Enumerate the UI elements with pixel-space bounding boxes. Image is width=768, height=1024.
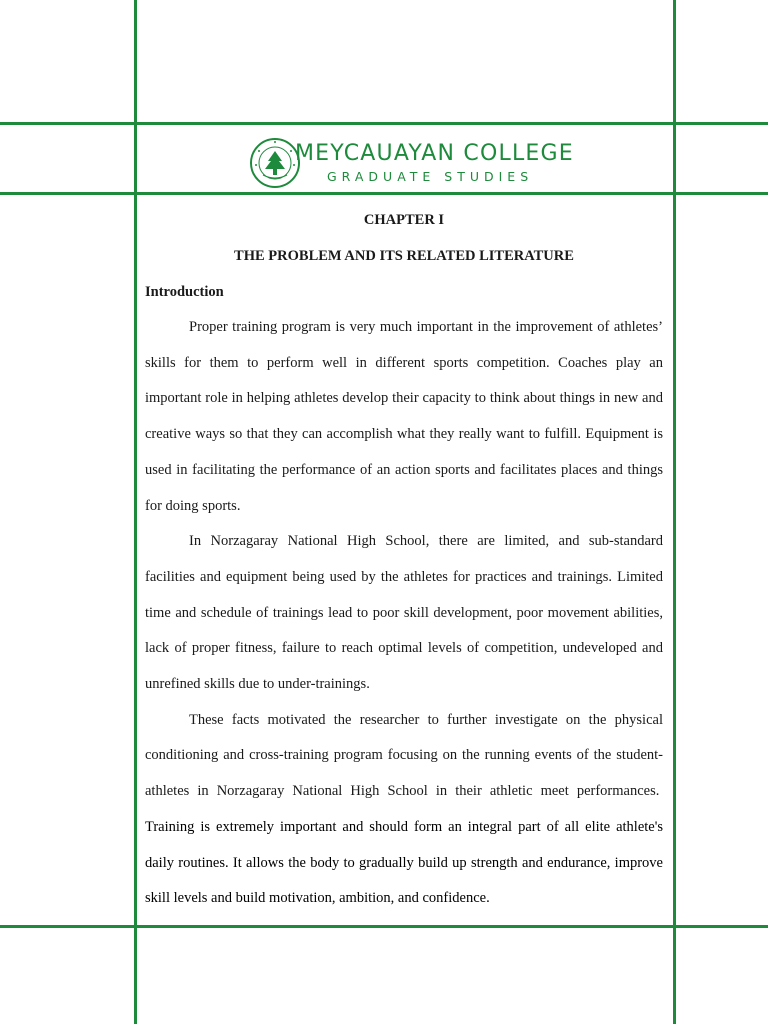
footer-rule	[0, 925, 768, 928]
paragraph-3	[145, 703, 663, 917]
header-rule-bottom	[0, 192, 768, 195]
paragraph-1: Proper training program is very much important in the improvement of athletes’ skills for them to perform well in different sports competition. Coaches play an important role in helping athletes develop their capacity to think about things in new and creative ways so that they can accomplish what they really want to fulfill. Equipment is used in facilitating the performance of an action sports and facilitates places and things for doing sports.	[145, 319, 663, 514]
chapter-number: CHAPTER I	[363, 212, 445, 228]
margin-rule-right	[673, 0, 676, 1024]
college-subtitle: GRADUATE STUDIES	[327, 169, 534, 184]
chapter-title: THE PROBLEM AND ITS RELATED LITERATURE	[234, 248, 574, 264]
paragraph-3-tail: Training is extremely important and should form an integral part of all elite athlete's daily routines. It allows the body to gradually build up strength and endurance, improve skill levels and build motivation, ambition, and confidence.	[145, 818, 663, 907]
paragraph-3-lead: These facts motivated the researcher to further investigate on the physical conditioning and cross-training program focusing on the running events of the student-athletes in Norzagaray National High School in their athletic meet performances.	[145, 711, 663, 800]
college-name: MEYCAUAYAN COLLEGE	[295, 141, 574, 166]
section-heading: Introduction	[145, 284, 224, 300]
page-header	[137, 125, 673, 192]
paragraph-2: In Norzagaray National High School, there are limited, and sub-standard facilities and equipment being used by the athletes for practices and trainings. Limited time and schedule of trainings lead to poor skill development, poor movement abilities, lack of proper fitness, failure to reach optimal levels of competition, undeveloped and unrefined skills due to under-trainings.	[145, 533, 663, 693]
document-body	[145, 202, 663, 917]
college-seal-icon	[249, 135, 301, 191]
